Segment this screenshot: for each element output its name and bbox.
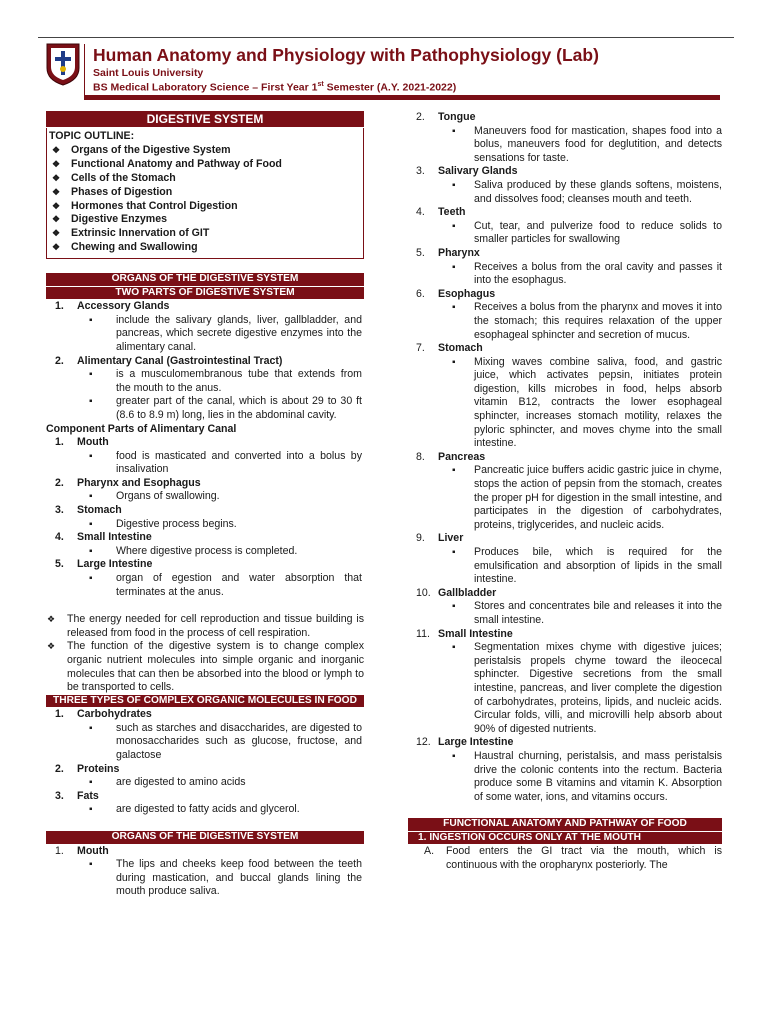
item-title: Small Intestine [438, 627, 513, 640]
bullet-text: ▪ include the salivary glands, liver, gallbladder, and pancreas, which secrete digestive enzymes into the alimentary canal. [46, 314, 364, 355]
components-list [46, 436, 364, 599]
two-parts-list [46, 300, 364, 422]
bullet-text: ▪ such as starches and disaccharides, are digested to monosaccharides such as glucose, fructose, and galactose [46, 722, 364, 763]
header-top-rule [38, 37, 734, 38]
item-title: Pharynx and Esophagus [77, 476, 201, 489]
ingestion-list [408, 845, 722, 872]
bullet-text: ▪ Digestive process begins. [46, 518, 364, 532]
item-title: Alimentary Canal (Gastrointestinal Tract) [77, 354, 283, 367]
topic-outline-label: TOPIC OUTLINE: [49, 130, 135, 142]
list-item [408, 736, 722, 750]
organs-list-left [46, 845, 364, 899]
item-title: Salivary Glands [438, 165, 518, 178]
list-item [408, 206, 722, 220]
bullet-text: ▪ greater part of the canal, which is about 29 to 30 ft (8.6 to 8.9 m) long, lies in the abdominal cavity. [46, 395, 364, 422]
outline-item: ❖ Cells of the Stomach [49, 172, 359, 186]
list-item [46, 436, 364, 450]
item-number: 4. [55, 531, 64, 544]
item-title: Pharynx [438, 246, 480, 259]
outline-item: ❖ Chewing and Swallowing [49, 241, 359, 255]
header-bar [84, 95, 720, 100]
list-item [408, 247, 722, 261]
item-title: Gallbladder [438, 586, 497, 599]
bullet-text: ▪ Stores and concentrates bile and releases it into the small intestine. [408, 600, 722, 627]
note-item: ❖ The function of the digestive system is to change complex organic nutrient molecules into simple organic and inorganic molecules that can then be absorbed into the blood or lymph to be transported to cells. [46, 640, 364, 694]
bullet-text: ▪ The lips and cheeks keep food between the teeth during mastication, and buccal glands lining the mouth produce saliva. [46, 858, 364, 899]
university-seal-icon [45, 42, 81, 86]
item-title: Proteins [77, 762, 120, 775]
item-number: 3. [416, 165, 425, 178]
bullet-text: ▪ Segmentation mixes chyme with digestive juices; peristalsis propels chyme toward the ileocecal sphincter. Digestive secretions from the small intestine, pancreas, and liver complete the digestion of carbohydrates, proteins, lipids, and nucleic acids. Circular folds, villi, and microvilli help absorb about 90% of digested nutrients. [408, 641, 722, 736]
item-title: Stomach [438, 342, 483, 355]
bullet-text: ▪ Where digestive process is completed. [46, 545, 364, 559]
outline-item: ❖ Hormones that Control Digestion [49, 200, 359, 214]
bullet-text: ▪ Produces bile, which is required for the emulsification and absorption of lipids in the small intestine. [408, 546, 722, 587]
item-title: Esophagus [438, 287, 496, 300]
topic-outline-box [46, 128, 364, 259]
course-title: Human Anatomy and Physiology with Pathophysiology (Lab) [93, 45, 599, 65]
list-item [408, 587, 722, 601]
list-item [408, 532, 722, 546]
item-title: Pancreas [438, 450, 486, 463]
bullet-text: ▪ Receives a bolus from the pharynx and moves it into the stomach; this requires relaxation of the upper esophageal sphincter and secretion of mucus. [408, 301, 722, 342]
bullet-text: ▪ food is masticated and converted into a bolus by insalivation [46, 450, 364, 477]
section-heading-organs: ORGANS OF THE DIGESTIVE SYSTEM [46, 273, 364, 287]
topic-outline-list [49, 144, 359, 255]
list-item [408, 288, 722, 302]
outline-item: ❖ Digestive Enzymes [49, 213, 359, 227]
item-number: 10. [416, 586, 431, 599]
section-heading-ingestion: 1. INGESTION OCCURS ONLY AT THE MOUTH [408, 832, 722, 846]
item-title: Small Intestine [77, 531, 152, 544]
item-title: Accessory Glands [77, 300, 170, 313]
point-text: Food enters the GI tract via the mouth, which is continuous with the oropharynx posteriorly. The [446, 845, 722, 871]
bullet-text: ▪ organ of egestion and water absorption that terminates at the anus. [46, 572, 364, 599]
item-number: 12. [416, 736, 431, 749]
component-heading: Component Parts of Alimentary Canal [46, 422, 237, 435]
bullet-text: ▪ Saliva produced by these glands softens, moistens, and dissolves food; cleanses mouth and teeth. [408, 179, 722, 206]
notes-list [46, 613, 364, 695]
outline-item: ❖ Organs of the Digestive System [49, 144, 359, 158]
outline-item: ❖ Extrinsic Innervation of GIT [49, 227, 359, 241]
bullet-text: ▪ Mixing waves combine saliva, food, and gastric juice, which activates pepsin, initiates protein digestion, kills microbes in food, helps absorb vitamin B12, contracts the lower esophageal sphincter, increases stomach motility, relaxes the pyloric sphincter, and moves chyme into the small intestine. [408, 356, 722, 451]
outline-item: ❖ Functional Anatomy and Pathway of Food [49, 158, 359, 172]
item-title: Carbohydrates [77, 708, 152, 721]
bullet-text: ▪ Cut, tear, and pulverize food to reduce solids to smaller particles for swallowing [408, 220, 722, 247]
ingestion-point [408, 845, 722, 872]
list-item [46, 558, 364, 572]
list-item [46, 763, 364, 777]
item-title: Stomach [77, 504, 122, 517]
item-number: 1. [55, 708, 64, 721]
list-item [46, 300, 364, 314]
bullet-text: ▪ Pancreatic juice buffers acidic gastric juice in chyme, stops the action of pepsin from the stomach, creates the proper pH for digestion in the small intestine, and participates in the digestion of carbohydrates, proteins, triglycerides, and nucleic acids. [408, 464, 722, 532]
list-item [46, 531, 364, 545]
section-heading-two-parts: TWO PARTS OF DIGESTIVE SYSTEM [46, 287, 364, 301]
item-number: 8. [416, 450, 425, 463]
section-heading-organs-2: ORGANS OF THE DIGESTIVE SYSTEM [46, 831, 364, 845]
item-number: 3. [55, 504, 64, 517]
list-item [408, 628, 722, 642]
bullet-text: ▪ are digested to fatty acids and glycerol. [46, 803, 364, 817]
list-item [46, 504, 364, 518]
list-item [46, 845, 364, 859]
bullet-text: ▪ Organs of swallowing. [46, 490, 364, 504]
item-number: 3. [55, 789, 64, 802]
organs-list-right [408, 111, 722, 804]
item-number: 2. [416, 111, 425, 123]
item-number: 5. [416, 246, 425, 259]
item-number: 1. [55, 436, 64, 449]
list-item [408, 165, 722, 179]
section-heading-functional-anatomy: FUNCTIONAL ANATOMY AND PATHWAY OF FOOD [408, 818, 722, 832]
section-heading-molecules: THREE TYPES OF COMPLEX ORGANIC MOLECULES IN FOOD [46, 695, 364, 709]
item-number: 6. [416, 287, 425, 300]
item-number: 2. [55, 762, 64, 775]
right-column [408, 111, 722, 872]
item-number: 2. [55, 354, 64, 367]
item-title: Fats [77, 789, 99, 802]
list-item [408, 342, 722, 356]
program-line: BS Medical Laboratory Science – First Year 1st Semester (A.Y. 2021-2022) [93, 81, 457, 94]
item-number: 7. [416, 342, 425, 355]
university-name: Saint Louis University [93, 67, 204, 79]
bullet-text: ▪ is a musculomembranous tube that extends from the mouth to the anus. [46, 368, 364, 395]
note-item: ❖ The energy needed for cell reproduction and tissue building is released from food in the process of cell respiration. [46, 613, 364, 640]
list-item [408, 451, 722, 465]
bullet-text: ▪ are digested to amino acids [46, 776, 364, 790]
list-item [46, 477, 364, 491]
item-title: Mouth [77, 844, 109, 857]
item-number: 1. [55, 844, 64, 857]
outline-item: ❖ Phases of Digestion [49, 186, 359, 200]
item-number: 5. [55, 558, 64, 571]
list-item [46, 708, 364, 722]
list-item [46, 790, 364, 804]
item-title: Large Intestine [438, 736, 514, 749]
bullet-text: ▪ Receives a bolus from the oral cavity and passes it into the esophagus. [408, 261, 722, 288]
point-letter: A. [424, 845, 435, 858]
section-heading-digestive-system: DIGESTIVE SYSTEM [46, 111, 364, 128]
item-title: Mouth [77, 436, 109, 449]
list-item [46, 355, 364, 369]
item-title: Large Intestine [77, 558, 153, 571]
left-column [46, 111, 364, 899]
item-title: Teeth [438, 206, 466, 219]
header-divider [84, 44, 85, 96]
item-number: 2. [55, 476, 64, 489]
item-title: Tongue [438, 111, 476, 123]
molecules-list [46, 708, 364, 817]
bullet-text: ▪ Maneuvers food for mastication, shapes food into a bolus, maneuvers food for deglutition, and detects sensations for taste. [408, 125, 722, 166]
item-number: 11. [416, 627, 430, 640]
item-number: 1. [55, 300, 64, 313]
item-title: Liver [438, 532, 464, 545]
bullet-text: ▪ Haustral churning, peristalsis, and mass peristalsis drive the colonic contents into the rectum. Bacteria produce some B vitamins and vitamin K. Absorption of some water, ions, and vitamins occurs. [408, 750, 722, 804]
list-item [408, 111, 722, 125]
item-number: 4. [416, 206, 425, 219]
item-number: 9. [416, 532, 425, 545]
